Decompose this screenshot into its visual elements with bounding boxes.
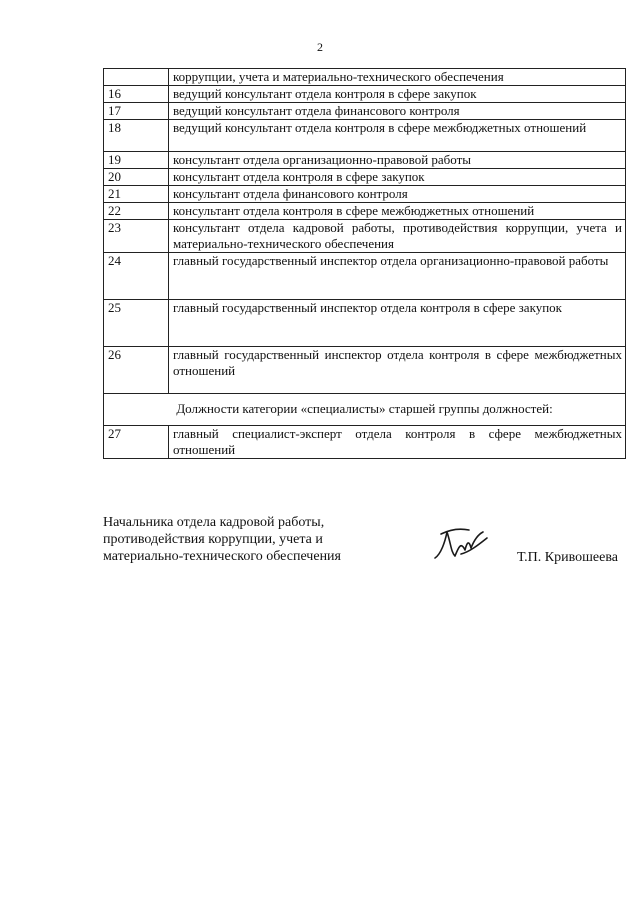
row-number: [104, 69, 169, 86]
row-number: 16: [104, 86, 169, 103]
table-row: [104, 426, 626, 459]
row-position: ведущий консультант отдела финансового контроля: [169, 103, 626, 120]
row-position: главный государственный инспектор отдела организационно-правовой работы: [169, 253, 626, 300]
row-number: 23: [104, 220, 169, 253]
table-row: [104, 186, 626, 203]
table-row: [104, 203, 626, 220]
row-number: 20: [104, 169, 169, 186]
row-position: консультант отдела контроля в сфере закупок: [169, 169, 626, 186]
signatory-title-line: материально-технического обеспечения: [103, 549, 341, 564]
row-number: 25: [104, 300, 169, 347]
row-number: 26: [104, 347, 169, 394]
positions-table: [103, 68, 626, 459]
category-heading-row: [104, 394, 626, 426]
row-number: 18: [104, 120, 169, 152]
row-number: 17: [104, 103, 169, 120]
row-number: 22: [104, 203, 169, 220]
table-row: [104, 69, 626, 86]
row-position: консультант отдела финансового контроля: [169, 186, 626, 203]
table-row: [104, 253, 626, 300]
table-row: [104, 152, 626, 169]
row-position: ведущий консультант отдела контроля в сфере межбюджетных отношений: [169, 120, 626, 152]
row-position: консультант отдела кадровой работы, противодействия коррупции, учета и материально-технического обеспечения: [169, 220, 626, 253]
table-row: [104, 347, 626, 394]
table-row: [104, 220, 626, 253]
table-row: [104, 86, 626, 103]
table-row: [104, 103, 626, 120]
row-position: ведущий консультант отдела контроля в сфере закупок: [169, 86, 626, 103]
signatory-title-line: Начальника отдела кадровой работы,: [103, 515, 325, 530]
signatory-title: [103, 514, 403, 565]
row-number: 21: [104, 186, 169, 203]
row-position: главный специалист-эксперт отдела контроля в сфере межбюджетных отношений: [169, 426, 626, 459]
category-heading: Должности категории «специалисты» старшей группы должностей:: [104, 394, 626, 426]
row-number: 27: [104, 426, 169, 459]
signature-block: [103, 514, 633, 574]
row-number: 24: [104, 253, 169, 300]
signatory-name: Т.П. Кривошеева: [517, 550, 618, 565]
row-position: консультант отдела организационно-правовой работы: [169, 152, 626, 169]
handwritten-signature-icon: [431, 524, 491, 564]
page-number: 2: [317, 40, 323, 54]
row-position: главный государственный инспектор отдела контроля в сфере закупок: [169, 300, 626, 347]
signatory-title-line: противодействия коррупции, учета и: [103, 532, 323, 547]
row-number: 19: [104, 152, 169, 169]
table-row: [104, 300, 626, 347]
row-position: консультант отдела контроля в сфере межбюджетных отношений: [169, 203, 626, 220]
row-position: главный государственный инспектор отдела контроля в сфере межбюджетных отношений: [169, 347, 626, 394]
table-row: [104, 169, 626, 186]
table-row: [104, 120, 626, 152]
row-position: коррупции, учета и материально-технического обеспечения: [169, 69, 626, 86]
